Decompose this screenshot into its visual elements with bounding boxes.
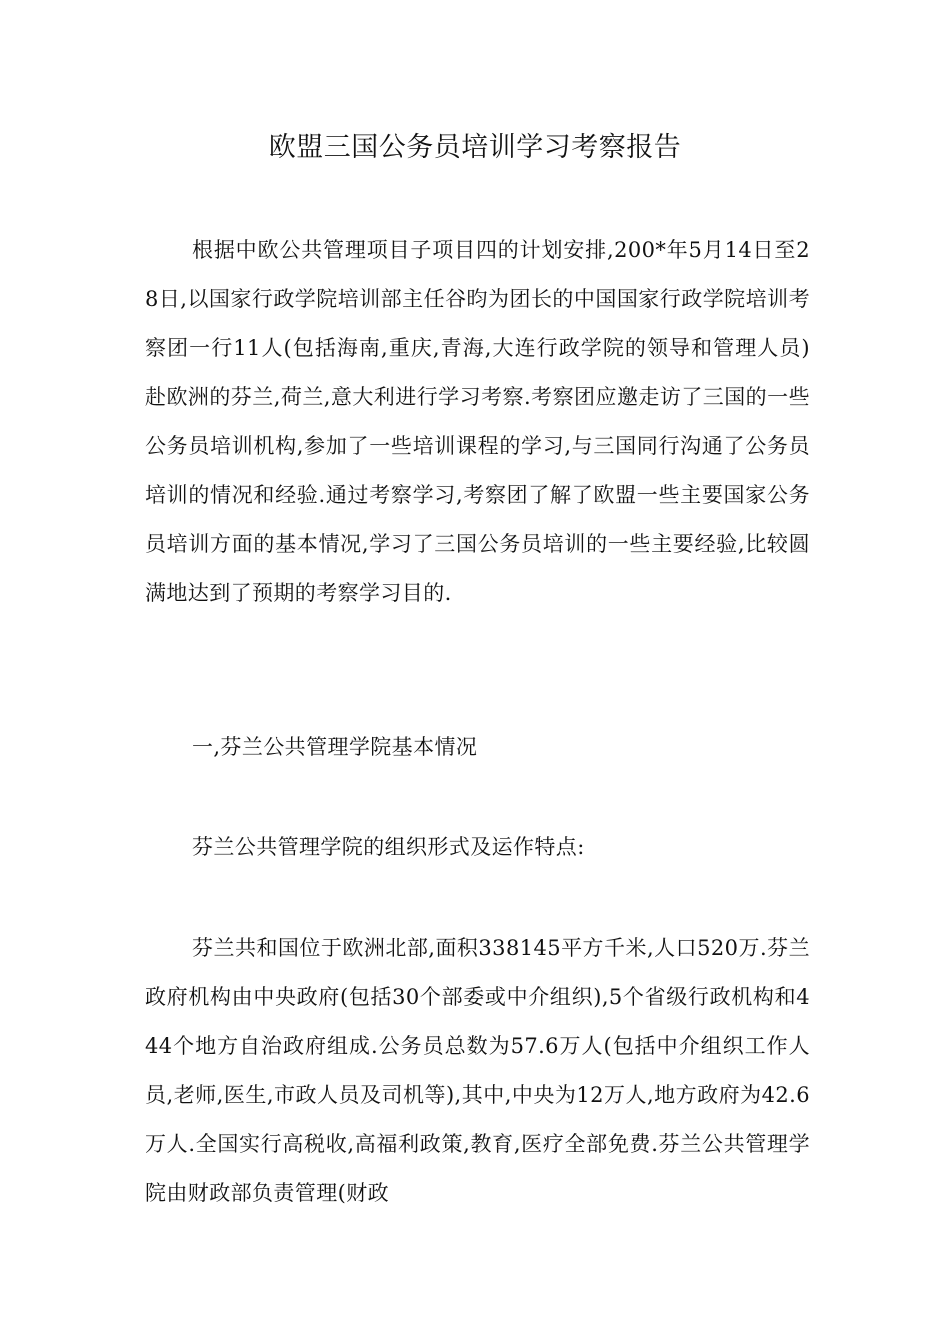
section-heading: 一,芬兰公共管理学院基本情况	[192, 735, 478, 759]
subsection-heading: 芬兰公共管理学院的组织形式及运作特点:	[192, 835, 585, 859]
body-paragraph: 芬兰共和国位于欧洲北部,面积338145平方千米,人口520万.芬兰政府机构由中央政府(包括30个部委或中介组织),5个省级行政机构和444个地方自治政府组成.公务员总数为57.6万人(包括中介组织工作人员,老师,医生,市政人员及司机等),其中,中央为12万人,地方政府为42.6万人.全国实行高税收,高福利政策,教育,医疗全部免费.芬兰公共管理学院由财政部负责管理(财政	[145, 936, 810, 1205]
intro-paragraph: 根据中欧公共管理项目子项目四的计划安排,200*年5月14日至28日,以国家行政学院培训部主任谷昀为团长的中国国家行政学院培训考察团一行11人(包括海南,重庆,青海,大连行政学院的领导和管理人员)赴欧洲的芬兰,荷兰,意大利进行学习考察.考察团应邀走访了三国的一些公务员培训机构,参加了一些培训课程的学习,与三国同行沟通了公务员培训的情况和经验.通过考察学习,考察团了解了欧盟一些主要国家公务员培训方面的基本情况,学习了三国公务员培训的一些主要经验,比较圆满地达到了预期的考察学习目的.	[145, 238, 810, 605]
document-title: 欧盟三国公务员培训学习考察报告	[268, 132, 682, 163]
